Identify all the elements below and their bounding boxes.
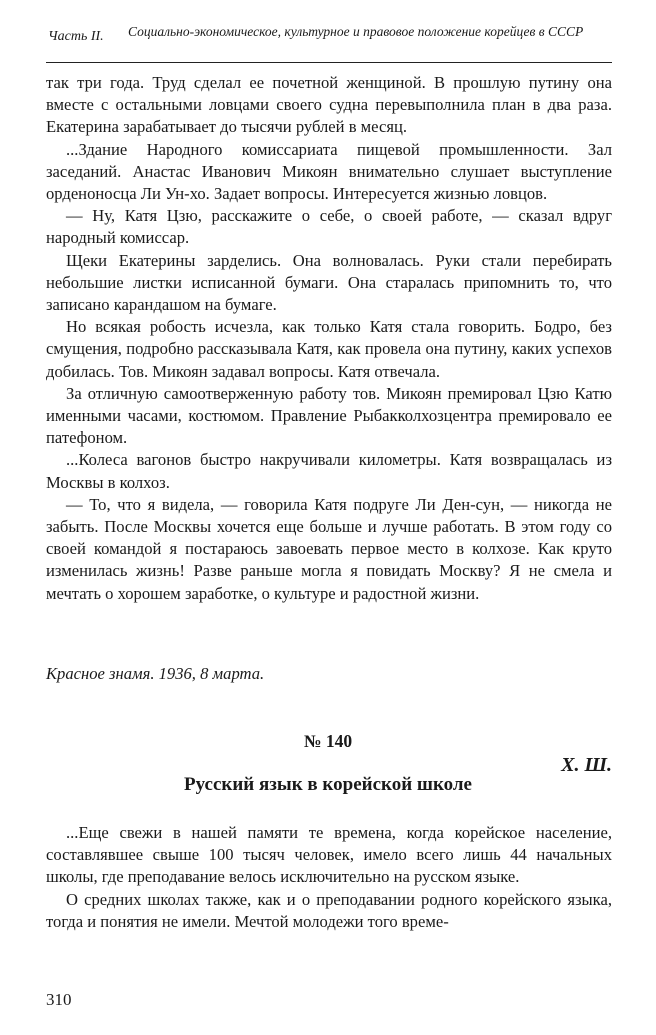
source-citation: Красное знамя. 1936, 8 марта. (46, 664, 265, 683)
document-number: № 140 (303, 731, 353, 751)
paragraph: — То, что я видела, — говорила Катя подруге Ли Ден-сун, — никогда не забыть. После Москвы хочется еще больше и лучше работать. В этом году со своей командой я постараюсь завоевать первое место в колхозе. Как круто изменилась жизнь! Разве раньше могла я повидать Москву? Я не смела и мечтать о хорошем заработке, о культуре и радостной жизни. (46, 494, 612, 603)
page-number: 310 (46, 990, 72, 1009)
paragraph: ...Еще свежи в нашей памяти те времена, когда корейское население, составлявшее свыше 100 тысяч человек, имело всего лишь 44 начальных школы, где преподавание велось исключительно на русском языке. (46, 823, 612, 887)
section-title: Социально-экономическое, культурное и правовое положение корейцев в СССР (128, 24, 584, 39)
paragraph: так три года. Труд сделал ее почетной женщиной. В прошлую путину она вместе с остальными ловцами своего судна перевыполнила план в два раза. Екатерина зарабатывает до тысячи рублей в месяц. (46, 73, 612, 137)
paragraph: О средних школах также, как и о преподавании родного корейского языка, тогда и понятия не имели. Мечтой молодежи того време- (46, 889, 612, 931)
article-body-bottom (46, 822, 612, 933)
paragraph: ...Колеса вагонов быстро накручивали километры. Катя возвращалась из Москвы в колхоз. (46, 450, 612, 492)
paragraph: Щеки Екатерины зарделись. Она волновалась. Руки стали перебирать небольшие листки исписанной бумаги. Она старалась припомнить то, что записано карандашом на бумаге. (46, 250, 612, 315)
paragraph: За отличную самоотверженную работу тов. Микоян премировал Цзю Катю именными часами, костюмом. Правление Рыбакколхозцентра премировало ее патефоном. (46, 383, 612, 448)
author-initials: Х. Ш. (561, 754, 612, 776)
part-label: Часть II. (48, 29, 104, 44)
document-title: Русский язык в корейской школе (184, 774, 472, 795)
header-rule (46, 62, 612, 63)
paragraph: — Ну, Катя Цзю, расскажите о себе, о своей работе, — сказал вдруг народный комиссар. (46, 206, 612, 248)
paragraph: Но всякая робость исчезла, как только Катя стала говорить. Бодро, без смущения, подробно рассказывала Катя, как провела она путину, каких успехов добилась. Тов. Микоян задавал вопросы. Катя отвечала. (46, 317, 612, 381)
paragraph: ...Здание Народного комиссариата пищевой промышленности. Зал заседаний. Анастас Иванович Микоян внимательно слушает выступление орденоносца Ли Ун-хо. Задает вопросы. Интересуется жизнью ловцов. (46, 139, 612, 204)
article-body-top (46, 72, 612, 605)
